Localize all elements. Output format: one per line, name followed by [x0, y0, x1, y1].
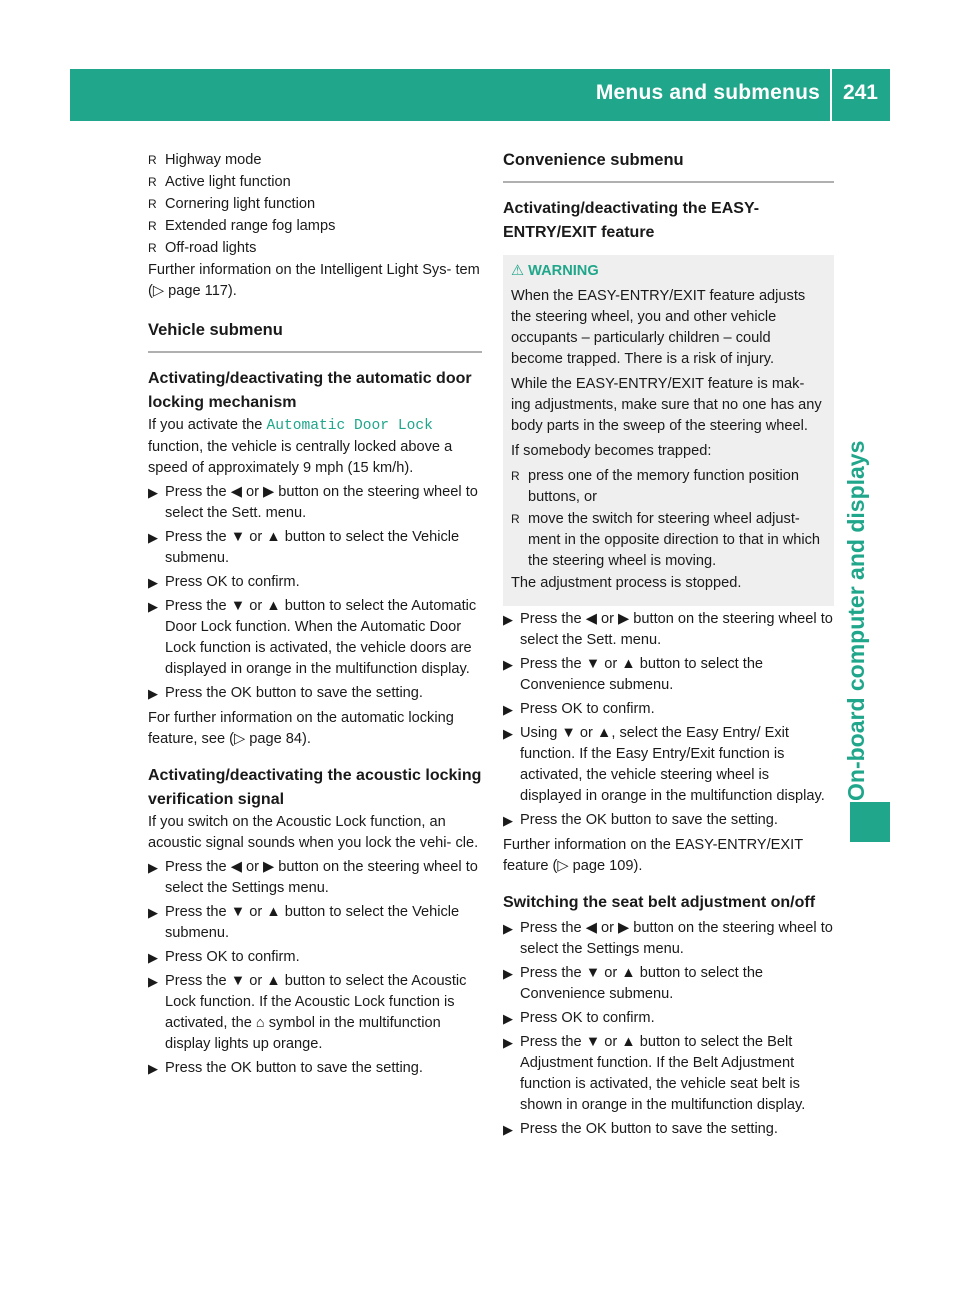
step-item: ▶ Press the ▼ or ▲ button to select the Automatic Door Lock function. When the Automatic Door Lock function is activated, the vehicle doors are displayed in orange in the multifunction display. [148, 598, 477, 677]
step-item: ▶ Press OK to confirm. [148, 949, 300, 965]
warning-text: While the EASY-ENTRY/EXIT feature is mak- ing adjustments, make sure that no one has any body parts in the sweep of the steering wheel. [511, 376, 822, 434]
list-item: R Cornering light function [148, 196, 316, 212]
side-marker [850, 802, 890, 842]
warning-icon: ⚠ [511, 263, 525, 279]
header-title: Menus and submenus [595, 81, 820, 104]
list-item: R move the switch for steering wheel adjust- ment in the opposite direction to that in which the steering wheel is moving. [511, 511, 821, 569]
list-item: R Highway mode [148, 152, 262, 168]
side-tab-label: On-board computer and displays [843, 440, 869, 801]
left-column [148, 150, 482, 1079]
list-item: R Off-road lights [148, 240, 257, 256]
page-header [70, 69, 890, 121]
seat-belt-heading: Switching the seat belt adjustment on/off [503, 894, 816, 911]
step-item: ▶ Press the OK button to save the setting. [503, 812, 778, 828]
step-item: ▶ Press the OK button to save the setting. [148, 685, 423, 701]
acoustic-intro: If you switch on the Acoustic Lock function, an acoustic signal sounds when you lock the vehi- cle. [148, 814, 479, 851]
header-separator [830, 69, 832, 121]
step-item: ▶ Press the OK button to save the setting. [503, 1121, 778, 1137]
auto-lock-intro: If you activate the Automatic Door Lock function, the vehicle is centrally locked above a speed of approximately 9 mph (15 km/h). [148, 417, 453, 476]
further-info-text: Further information on the Intelligent Light Sys- tem (▷ page 117). [148, 262, 480, 299]
list-item: R Extended range fog lamps [148, 218, 336, 234]
step-item: ▶ Press OK to confirm. [503, 1010, 655, 1026]
side-tab [837, 121, 890, 1241]
step-item: ▶ Press the ▼ or ▲ button to select the Vehicle submenu. [148, 904, 460, 941]
right-column [503, 150, 834, 1140]
convenience-submenu-heading: Convenience submenu [503, 150, 834, 183]
list-item: R press one of the memory function position buttons, or [511, 468, 799, 505]
vehicle-submenu-heading: Vehicle submenu [148, 320, 482, 353]
step-item: ▶ Press the OK button to save the setting. [148, 1060, 423, 1076]
step-item: ▶ Press the ◀ or ▶ button on the steering wheel to select the Sett. menu. [503, 611, 833, 648]
warning-title: ⚠ WARNING [511, 263, 599, 279]
step-item: ▶ Press OK to confirm. [503, 701, 655, 717]
step-item: ▶ Press the ▼ or ▲ button to select the Acoustic Lock function. If the Acoustic Lock function is activated, the ⌂ symbol in the multifunction display lights up orange. [148, 973, 467, 1052]
step-item: ▶ Press the ▼ or ▲ button to select the Vehicle submenu. [148, 529, 460, 566]
auto-lock-footer: For further information on the automatic locking feature, see (▷ page 84). [148, 710, 454, 747]
step-item: ▶ Press the ▼ or ▲ button to select the Convenience submenu. [503, 656, 764, 693]
step-item: ▶ Using ▼ or ▲, select the Easy Entry/ Exit function. If the Easy Entry/Exit function is activated, the vehicle steering wheel is displayed in orange in the multifunction display. [503, 725, 825, 804]
step-item: ▶ Press the ◀ or ▶ button on the steering wheel to select the Settings menu. [503, 920, 833, 957]
step-item: ▶ Press the ▼ or ▲ button to select the Belt Adjustment function. If the Belt Adjustment function is activated, the vehicle seat belt is shown in orange in the multifunction display. [503, 1034, 806, 1113]
step-item: ▶ Press OK to confirm. [148, 574, 300, 590]
easy-entry-footer: Further information on the EASY-ENTRY/EXIT feature (▷ page 109). [503, 837, 803, 874]
step-item: ▶ Press the ▼ or ▲ button to select the Convenience submenu. [503, 965, 764, 1002]
acoustic-heading: Activating/deactivating the acoustic locking verification signal [148, 767, 482, 808]
list-item: R Active light function [148, 174, 291, 190]
auto-lock-heading: Activating/deactivating the automatic door locking mechanism [148, 370, 472, 411]
warning-text: If somebody becomes trapped: [511, 443, 712, 459]
warning-text: When the EASY-ENTRY/EXIT feature adjusts the steering wheel, you and other vehicle occupants – particularly children – could become trapped. There is a risk of injury. [511, 288, 806, 367]
step-item: ▶ Press the ◀ or ▶ button on the steering wheel to select the Sett. menu. [148, 484, 478, 521]
page-number: 241 [842, 81, 878, 104]
easy-entry-heading: Activating/deactivating the EASY- ENTRY/EXIT feature [503, 200, 760, 241]
warning-text: The adjustment process is stopped. [511, 575, 742, 591]
step-item: ▶ Press the ◀ or ▶ button on the steering wheel to select the Settings menu. [148, 859, 478, 896]
warning-box [503, 255, 834, 606]
